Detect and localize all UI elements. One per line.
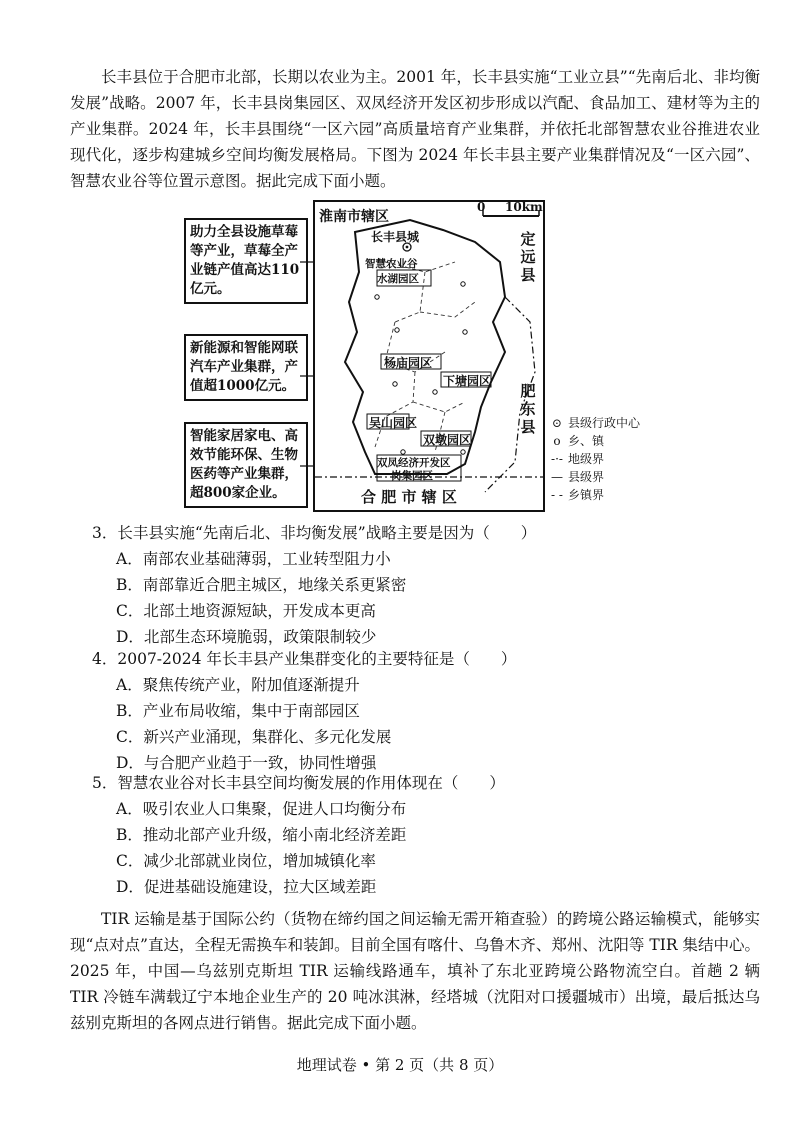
label-yangmiao-park: 杨庙园区: [384, 356, 433, 370]
label-smart-agri-valley: 智慧农业谷: [365, 258, 418, 270]
label-dingyuan: 定远县: [520, 230, 536, 284]
legend-prefecture-symbol: -·-: [551, 452, 563, 466]
option-a[interactable]: A．南部农业基础薄弱，工业转型阻力小: [116, 550, 391, 568]
label-huainan: 淮南市辖区: [319, 209, 389, 225]
label-shuangdun-park: 双墩园区: [423, 433, 472, 447]
legend-item: [550, 450, 640, 468]
option-d[interactable]: D．促进基础设施建设，拉大区域差距: [116, 878, 377, 896]
legend-county-boundary-symbol: —: [551, 470, 563, 484]
label-hefei: 合 肥 市 辖 区: [361, 488, 457, 506]
option-d[interactable]: D．与合肥产业趋于一致，协同性增强: [116, 754, 377, 772]
question-stem: 4．2007-2024 年长丰县产业集群变化的主要特征是（ ）: [92, 650, 517, 668]
legend-township-symbol: - -: [551, 488, 563, 502]
option-a[interactable]: A．聚焦传统产业，附加值逐渐提升: [116, 676, 360, 694]
legend-item: [550, 486, 640, 504]
legend-county-symbol: ⊙: [551, 416, 563, 430]
option-d[interactable]: D．北部生态环境脆弱，政策限制较少: [116, 628, 377, 646]
legend-prefecture-label: 地级界: [568, 452, 605, 466]
scale-zero: 0: [477, 200, 486, 214]
legend-town-label: 乡、镇: [568, 434, 605, 448]
label-xiatang-park: 下塘园区: [443, 374, 492, 388]
option-c[interactable]: C．减少北部就业岗位，增加城镇化率: [116, 852, 376, 870]
option-b[interactable]: B．南部靠近合肥主城区，地缘关系更紧密: [116, 576, 407, 594]
scale-distance: 10km: [505, 200, 543, 214]
legend-item: [550, 468, 640, 486]
legend-township-label: 乡镇界: [568, 488, 605, 502]
label-wushan-park: 吴山园区: [369, 416, 418, 430]
option-c[interactable]: C．新兴产业涌现，集群化、多元化发展: [116, 728, 392, 746]
option-a[interactable]: A．吸引农业人口集聚，促进人口均衡分布: [116, 800, 407, 818]
question-stem: 5．智慧农业谷对长丰县空间均衡发展的作用体现在（ ）: [92, 774, 505, 792]
label-gangji-park: 岗集园区: [391, 470, 433, 482]
intro-text: 长丰县位于合肥市北部，长期以农业为主。2001 年，长丰县实施“工业立县”“先南后北、非均衡发展”战略。2007 年，长丰县岗集园区、双凤经济开发区初步形成以汽配、食品加工、建材等为主的产业集群。2024 年，长丰县围绕“一区六园”高质量培育产业集群，并依托北部智慧农业谷推进农业现代化，逐步构建城乡空间均衡发展格局。下图为 2024 年长丰县主要产业集群情况及“一区六园”、智慧农业谷等位置示意图。据此完成下面小题。: [70, 68, 760, 190]
question-3: [92, 520, 772, 650]
legend-town-symbol: o: [553, 434, 561, 448]
tir-passage: [70, 906, 760, 1036]
map-figure: [180, 196, 700, 514]
option-b[interactable]: B．产业布局收缩，集中于南部园区: [116, 702, 360, 720]
label-shuihu-park: 水湖园区: [377, 273, 419, 285]
callout-auto: 新能源和智能网联汽车产业集群，产值超1000亿元。: [184, 334, 308, 401]
question-4: [92, 646, 772, 776]
label-feidong: 肥东县: [520, 382, 536, 436]
page-footer: 地理试卷 • 第 2 页（共 8 页）: [296, 1056, 504, 1074]
intro-passage: [70, 64, 760, 194]
label-shuangfeng-zone: 双凤经济开发区: [377, 457, 451, 469]
legend-county-label: 县级行政中心: [568, 416, 641, 430]
callout-strawberry: 助力全县设施草莓等产业，草莓全产业链产值高达110亿元。: [184, 218, 308, 304]
legend-county-boundary-label: 县级界: [568, 470, 605, 484]
label-county-seat: 长丰县城: [371, 230, 420, 244]
tir-text: TIR 运输是基于国际公约（货物在缔约国之间运输无需开箱查验）的跨境公路运输模式，能够实现“点对点”直达，全程无需换车和装卸。目前全国有喀什、乌鲁木齐、郑州、沈阳等 TIR 集结中心。2025 年，中国—乌兹别克斯坦 TIR 运输线路通车，填补了东北亚跨境公路物流空白。首趟 2 辆 TIR 冷链车满载辽宁本地企业生产的 20 吨冰淇淋，经塔城（沈阳对口援疆城市）出境，最后抵达乌兹别克斯坦的各网点进行销售。据此完成下面小题。: [70, 910, 760, 1032]
legend-item: [550, 432, 640, 450]
option-b[interactable]: B．推动北部产业升级，缩小南北经济差距: [116, 826, 407, 844]
changfeng-map: [313, 200, 545, 512]
legend-item: [550, 414, 640, 432]
option-c[interactable]: C．北部土地资源短缺，开发成本更高: [116, 602, 376, 620]
map-legend: [550, 414, 640, 504]
question-5: [92, 770, 772, 900]
question-stem: 3．长丰县实施“先南后北、非均衡发展”战略主要是因为（ ）: [92, 524, 537, 542]
callout-home-appliance: 智能家居家电、高效节能环保、生物医药等产业集群，超800家企业。: [184, 422, 308, 508]
